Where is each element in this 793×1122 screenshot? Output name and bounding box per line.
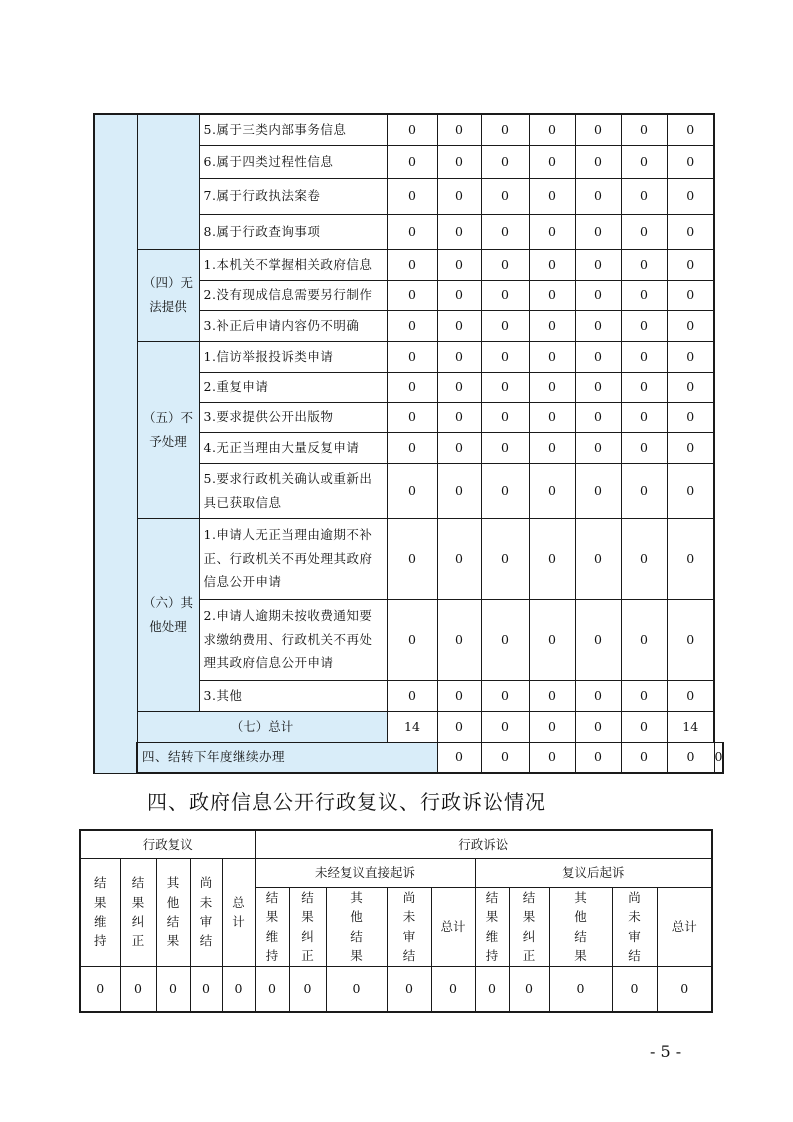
row-label: 1.信访举报投诉类申请 [199,341,387,372]
table-cell: 0 [481,518,529,599]
table-cell: 0 [437,599,481,680]
table-cell: 0 [529,214,575,249]
table-cell: 0 [387,249,437,280]
table-cell: 0 [621,463,667,518]
table-cell: 0 [387,214,437,249]
col-result-maintained: 结果维持 [255,887,289,966]
table-cell: 0 [621,518,667,599]
table-cell: 0 [481,178,529,214]
table-cell: 0 [387,966,431,1012]
table-cell: 0 [667,463,714,518]
table-cell: 0 [481,402,529,432]
table-cell: 0 [667,680,714,711]
table-cell: 0 [667,178,714,214]
table-cell: 0 [621,341,667,372]
table-cell: 0 [509,966,549,1012]
row-label: 1.本机关不掌握相关政府信息 [199,249,387,280]
row-label: 2.没有现成信息需要另行制作 [199,280,387,310]
table-cell: 0 [437,249,481,280]
table-cell: 0 [621,178,667,214]
table-cell: 0 [621,742,667,773]
section-heading: 四、政府信息公开行政复议、行政诉讼情况 [147,790,546,814]
table-cell: 0 [575,372,621,402]
review-litigation-table [79,829,713,1013]
table-cell: 0 [529,742,575,773]
table-cell: 0 [437,432,481,463]
table-cell: 0 [657,966,712,1012]
col-result-maintained: 结果维持 [475,887,509,966]
table-cell: 0 [387,280,437,310]
table-cell: 0 [529,249,575,280]
table-cell: 0 [120,966,156,1012]
table-cell: 0 [621,599,667,680]
table-cell: 0 [326,966,387,1012]
table-cell: 0 [667,310,714,341]
table-cell: 0 [437,711,481,742]
table-cell: 0 [481,214,529,249]
direct-suit-header: 未经复议直接起诉 [255,858,475,887]
table-cell: 0 [621,680,667,711]
table-cell: 0 [667,280,714,310]
table-cell: 0 [667,341,714,372]
table-cell: 0 [575,341,621,372]
table-cell: 0 [575,214,621,249]
table-cell: 0 [437,402,481,432]
table-cell: 0 [575,599,621,680]
col-pending: 尚未审结 [387,887,431,966]
table-cell: 0 [529,518,575,599]
table-cell: 0 [575,463,621,518]
table-cell: 0 [667,145,714,178]
col-total: 总计 [431,887,475,966]
table-cell: 0 [387,599,437,680]
table-cell: 0 [437,214,481,249]
table-cell: 0 [222,966,255,1012]
table-cell: 0 [667,599,714,680]
table-cell: 0 [529,402,575,432]
col-total: 总计 [222,858,255,966]
table-cell: 0 [621,249,667,280]
col-result-corrected: 结果纠正 [120,858,156,966]
table-cell: 0 [575,680,621,711]
table-cell: 0 [437,114,481,145]
carry-over-label: 四、结转下年度继续办理 [137,742,437,773]
table-cell: 0 [621,145,667,178]
table-cell: 0 [529,178,575,214]
table-cell: 0 [387,432,437,463]
table-cell: 0 [667,372,714,402]
table-cell: 0 [549,966,612,1012]
group-label-cell: （五）不予处理 [137,341,199,518]
table-cell: 0 [387,372,437,402]
table-cell: 0 [387,680,437,711]
table-cell: 0 [529,145,575,178]
table-cell: 0 [529,114,575,145]
litigation-header: 行政诉讼 [255,830,712,858]
table-cell: 0 [481,680,529,711]
table-cell: 0 [575,742,621,773]
col-result-maintained: 结果维持 [80,858,120,966]
table-cell: 0 [575,178,621,214]
group-label-cell: （四）无法提供 [137,249,199,341]
table-cell: 0 [575,518,621,599]
col-pending: 尚未审结 [190,858,222,966]
row-label: 5.属于三类内部事务信息 [199,114,387,145]
table-cell: 0 [529,711,575,742]
table-cell: 0 [387,463,437,518]
table-cell: 0 [529,599,575,680]
row-label: 3.其他 [199,680,387,711]
table-cell: 0 [621,372,667,402]
table-cell: 14 [387,711,437,742]
table-cell: 0 [387,114,437,145]
table-cell: 0 [80,966,120,1012]
table-cell: 0 [437,372,481,402]
row-label: 3.补正后申请内容仍不明确 [199,310,387,341]
table-cell: 0 [437,145,481,178]
table-cell: 0 [437,742,481,773]
outer-category-cell [94,114,137,773]
group-label-cell [137,114,199,249]
table-cell: 0 [481,310,529,341]
table-cell: 0 [481,341,529,372]
group-label-cell: （六）其他处理 [137,518,199,711]
table-cell: 0 [529,432,575,463]
table-cell: 0 [529,372,575,402]
applications-handling-table [93,113,724,774]
table-cell: 0 [481,145,529,178]
row-label: 6.属于四类过程性信息 [199,145,387,178]
table-cell: 0 [437,178,481,214]
table-cell: 0 [667,114,714,145]
table-cell: 0 [667,432,714,463]
col-pending: 尚未审结 [612,887,657,966]
row-label: 2.重复申请 [199,372,387,402]
row-label: 1.申请人无正当理由逾期不补正、行政机关不再处理其政府信息公开申请 [199,518,387,599]
table-cell: 0 [529,680,575,711]
table-cell: 0 [621,432,667,463]
table-cell: 0 [621,280,667,310]
table-cell: 0 [387,145,437,178]
table-cell: 0 [667,402,714,432]
col-total: 总计 [657,887,712,966]
table-cell: 0 [621,310,667,341]
table-cell: 0 [156,966,190,1012]
table-cell: 0 [387,310,437,341]
col-result-corrected: 结果纠正 [289,887,326,966]
table-cell: 0 [437,518,481,599]
table-cell: 0 [481,599,529,680]
table-cell: 0 [529,310,575,341]
col-other-results: 其他结果 [156,858,190,966]
table-cell: 0 [575,711,621,742]
table-cell: 0 [621,214,667,249]
table-cell: 0 [437,280,481,310]
col-result-corrected: 结果纠正 [509,887,549,966]
table-cell: 0 [387,341,437,372]
table-cell: 0 [667,249,714,280]
table-cell: 0 [255,966,289,1012]
total-label: （七）总计 [137,711,387,742]
table-cell: 0 [575,280,621,310]
table-cell: 0 [575,114,621,145]
table-cell: 0 [481,372,529,402]
table-cell: 0 [612,966,657,1012]
table-cell: 0 [437,463,481,518]
page-number: - 5 - [650,1042,682,1061]
row-label: 8.属于行政查询事项 [199,214,387,249]
col-other-results: 其他结果 [326,887,387,966]
table-cell: 0 [529,280,575,310]
table-cell: 0 [481,742,529,773]
admin-review-header: 行政复议 [80,830,255,858]
table-cell: 0 [667,742,714,773]
row-label: 4.无正当理由大量反复申请 [199,432,387,463]
table-cell: 0 [575,402,621,432]
table-cell: 0 [481,711,529,742]
row-label: 7.属于行政执法案卷 [199,178,387,214]
table-cell: 0 [475,966,509,1012]
table-cell: 0 [481,249,529,280]
table-cell: 0 [575,432,621,463]
table-cell: 0 [387,178,437,214]
table-cell: 0 [387,518,437,599]
table-cell: 0 [621,402,667,432]
table-cell: 0 [481,463,529,518]
table-cell: 0 [575,310,621,341]
table-cell: 14 [667,711,714,742]
table-cell: 0 [481,280,529,310]
table-cell: 0 [575,145,621,178]
table-cell: 0 [481,114,529,145]
table-cell: 0 [481,432,529,463]
table-cell: 0 [667,518,714,599]
table-cell: 0 [529,463,575,518]
row-label: 2.申请人逾期未按收费通知要求缴纳费用、行政机关不再处理其政府信息公开申请 [199,599,387,680]
table-cell: 0 [621,114,667,145]
table-cell: 0 [714,742,723,773]
table-cell: 0 [289,966,326,1012]
table-cell: 0 [437,680,481,711]
table-cell: 0 [437,310,481,341]
table-cell: 0 [529,341,575,372]
after-review-suit-header: 复议后起诉 [475,858,712,887]
table-cell: 0 [575,249,621,280]
table-cell: 0 [621,711,667,742]
table-cell: 0 [437,341,481,372]
table-cell: 0 [190,966,222,1012]
col-other-results: 其他结果 [549,887,612,966]
table-cell: 0 [667,214,714,249]
row-label: 5.要求行政机关确认或重新出具已获取信息 [199,463,387,518]
row-label: 3.要求提供公开出版物 [199,402,387,432]
table-cell: 0 [431,966,475,1012]
table-cell: 0 [387,402,437,432]
